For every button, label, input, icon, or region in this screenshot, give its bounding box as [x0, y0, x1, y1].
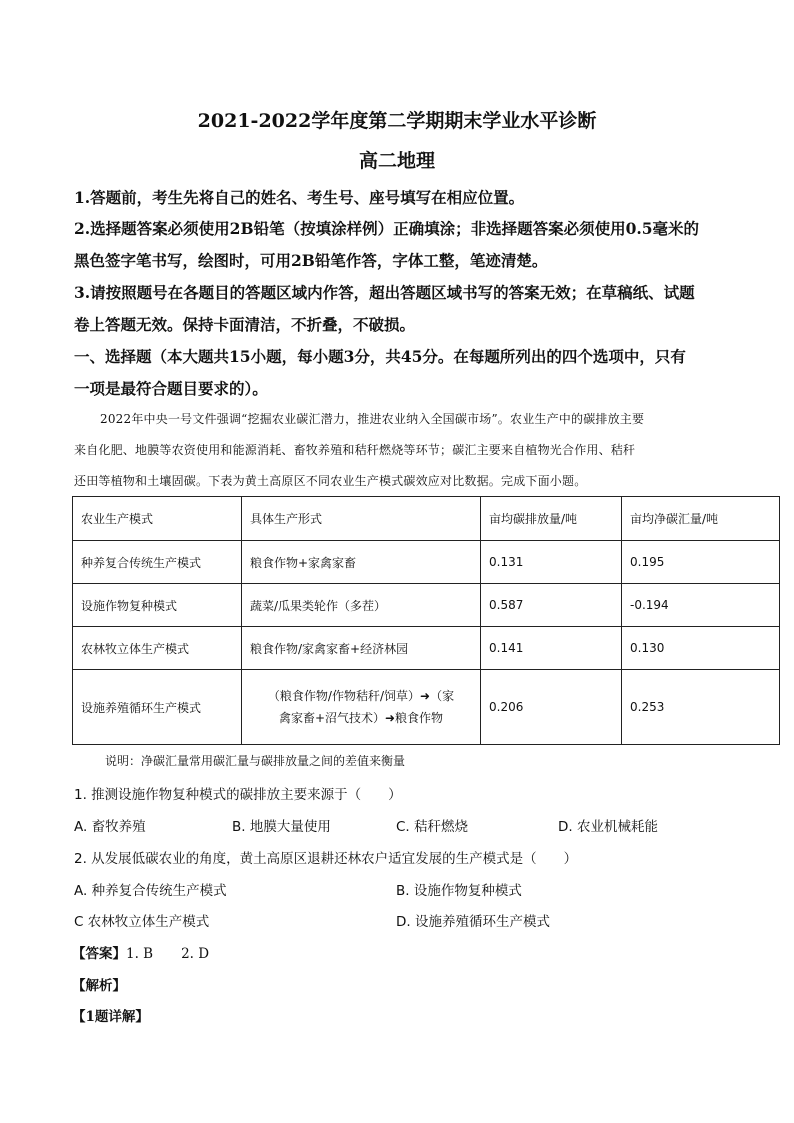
table-cell: 蔬菜/瓜果类轮作（多茬） — [242, 584, 481, 627]
table-header-row — [73, 497, 780, 541]
instruction-line: 2.选择题答案必须使用2B铅笔（按填涂样例）正确填涂；非选择题答案必须使用0.5毫米的 — [74, 219, 700, 238]
instruction-line: 1.答题前，考生先将自己的姓名、考生号、座号填写在相应位置。 — [74, 188, 525, 207]
passage-line: 来自化肥、地膜等农资使用和能源消耗、畜牧养殖和秸秆燃烧等环节；碳汇主要来自植物光合作用、秸秆 — [74, 443, 636, 457]
question-option: D. 设施养殖循环生产模式 — [396, 914, 550, 930]
question-option: A. 种养复合传统生产模式 — [74, 883, 227, 899]
answer-line — [72, 942, 209, 962]
table-row — [73, 627, 780, 670]
table-cell-line: 禽家畜+沼气技术）➜粮食作物 — [278, 711, 444, 725]
instruction-line: 黑色签字笔书写，绘图时，可用2B铅笔作答，字体工整，笔迹清楚。 — [74, 251, 548, 270]
answer-q1: 1. B — [126, 946, 154, 962]
detail-label — [72, 1005, 149, 1025]
carbon-data-table — [72, 496, 780, 745]
section-heading: 一、选择题（本大题共15小题，每小题3分，共45分。在每题所列出的四个选项中，只有 — [74, 347, 686, 366]
question-option: D. 农业机械耗能 — [558, 819, 658, 835]
answer-q2: 2. D — [181, 946, 210, 962]
table-cell: 0.131 — [481, 541, 622, 584]
table-row — [73, 670, 780, 745]
question-option: A. 畜牧养殖 — [74, 819, 146, 835]
table-cell: 0.253 — [622, 670, 780, 745]
instruction-line: 卷上答题无效。保持卡面清洁，不折叠，不破损。 — [74, 315, 416, 334]
table-row — [73, 541, 780, 584]
table-cell: 0.195 — [622, 541, 780, 584]
table-header-cell: 具体生产形式 — [242, 497, 481, 541]
table-cell-multiline — [242, 670, 481, 745]
table-cell: -0.194 — [622, 584, 780, 627]
question-stem: 2. 从发展低碳农业的角度，黄土高原区退耕还林农户适宜发展的生产模式是（ ） — [74, 851, 578, 867]
table-header-cell: 亩均净碳汇量/吨 — [622, 497, 780, 541]
section-heading: 一项是最符合题目要求的）。 — [74, 379, 268, 398]
question-option: C 农林牧立体生产模式 — [74, 914, 210, 930]
table-cell: 设施养殖循环生产模式 — [73, 670, 242, 745]
subject-title: 高二地理 — [358, 150, 435, 172]
detail-text: 【1题详解】 — [72, 1009, 149, 1025]
passage-line: 2022年中央一号文件强调“挖掘农业碳汇潜力，推进农业纳入全国碳市场”。农业生产中的碳排放主要 — [100, 412, 645, 426]
table-header-cell: 亩均碳排放量/吨 — [481, 497, 622, 541]
table-cell: 粮食作物+家禽家畜 — [242, 541, 481, 584]
question-option: B. 设施作物复种模式 — [396, 883, 522, 899]
table-cell: 设施作物复种模式 — [73, 584, 242, 627]
question-option: C. 秸秆燃烧 — [396, 819, 469, 835]
table-note: 说明：净碳汇量常用碳汇量与碳排放量之间的差值来衡量 — [105, 754, 406, 768]
analysis-text: 【解析】 — [72, 978, 126, 994]
table-row — [73, 584, 780, 627]
question-stem: 1. 推测设施作物复种模式的碳排放主要来源于（ ） — [74, 787, 402, 803]
table-cell: 0.206 — [481, 670, 622, 745]
table-cell: 0.141 — [481, 627, 622, 670]
instruction-line: 3.请按照题号在各题目的答题区域内作答，超出答题区域书写的答案无效；在草稿纸、试题 — [74, 283, 695, 302]
question-option: B. 地膜大量使用 — [232, 819, 331, 835]
table-cell: 种养复合传统生产模式 — [73, 541, 242, 584]
exam-title: 2021-2022学年度第二学期期末学业水平诊断 — [197, 110, 597, 132]
passage-line: 还田等植物和土壤固碳。下表为黄土高原区不同农业生产模式碳效应对比数据。完成下面小题。 — [74, 474, 587, 488]
answer-label: 【答案】 — [72, 946, 126, 962]
analysis-label — [72, 974, 126, 994]
table-cell: 粮食作物/家禽家畜+经济林园 — [242, 627, 481, 670]
table-cell: 0.130 — [622, 627, 780, 670]
table-cell: 0.587 — [481, 584, 622, 627]
table-header-cell: 农业生产模式 — [73, 497, 242, 541]
table-cell: 农林牧立体生产模式 — [73, 627, 242, 670]
table-cell-line: （粮食作物/作物秸秆/饲草）➜（家 — [267, 689, 455, 703]
